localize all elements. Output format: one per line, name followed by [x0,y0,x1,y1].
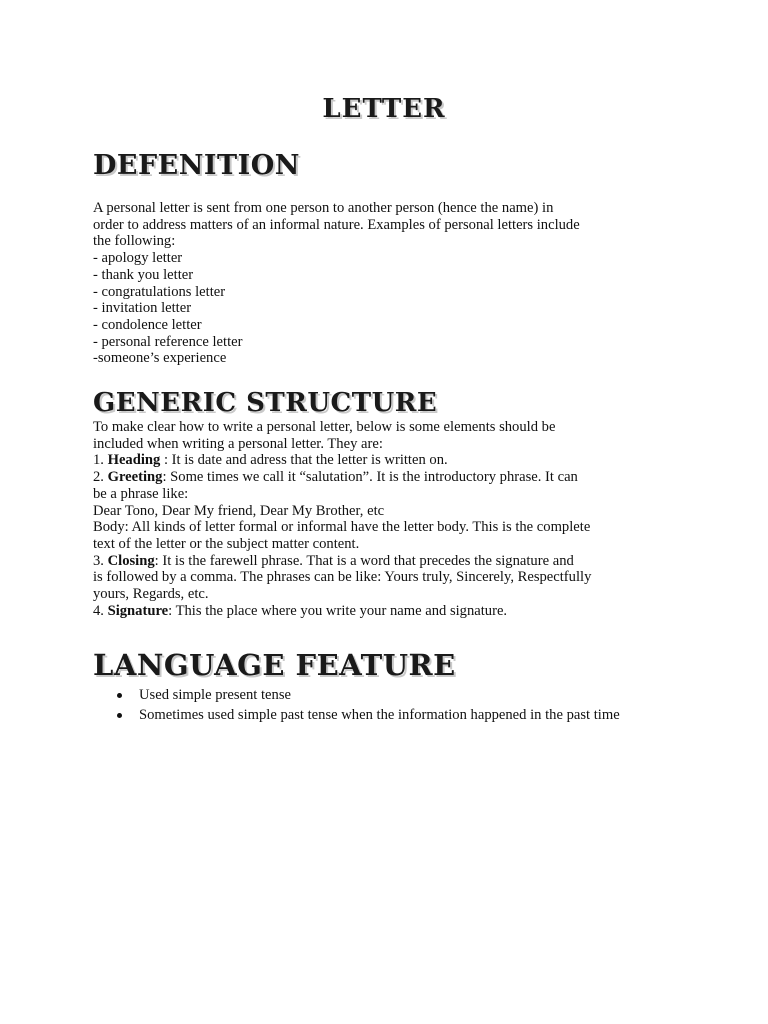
language-feature-list [93,686,693,726]
list-item-text: Used simple present tense [139,687,291,703]
structure-item-signature [93,603,693,620]
definition-line: the following: [93,233,176,250]
letter-type-item: -someone’s experience [93,350,227,367]
letter-type-item: - congratulations letter [93,283,226,300]
item-term: Greeting [107,469,163,486]
item-term: Heading [107,452,161,469]
structure-item-greeting [93,469,693,486]
item-description: : It is date and adress that the letter is written on. [160,452,448,469]
item-description: : Some times we call it “salutation”. It is the introductory phrase. It can [162,469,578,486]
definition-paragraph [93,200,693,367]
body-description-line: Body: All kinds of letter formal or informal have the letter body. This is the complete [93,519,591,536]
item-number: 4. [93,602,108,619]
item-term: Signature [107,602,169,619]
definition-heading: DEFENITION [93,150,300,181]
greeting-example: Dear Tono, Dear My friend, Dear My Brother, etc [93,502,385,519]
structure-item-closing [93,553,693,570]
language-feature-heading: LANGUAGE FEATURE [93,648,456,682]
bullet-icon [117,693,122,698]
item-description: : This the place where you write your name and signature. [168,602,508,619]
item-description: : It is the farewell phrase. That is a word that precedes the signature and [154,552,574,569]
structure-item-continuation: be a phrase like: [93,485,189,502]
letter-type-item: - thank you letter [93,266,194,283]
structure-intro-line: included when writing a personal letter. They are: [93,435,383,452]
letter-type-item: - condolence letter [93,316,202,333]
item-number: 2. [93,469,108,486]
structure-intro-line: To make clear how to write a personal letter, below is some elements should be [93,419,556,435]
structure-item-heading [93,452,693,469]
list-item [93,686,693,705]
generic-structure-paragraph [93,419,693,619]
item-number: 1. [93,452,108,469]
structure-item-continuation: yours, Regards, etc. [93,586,209,603]
letter-type-item: - apology letter [93,250,183,267]
generic-structure-heading: GENERIC STRUCTURE [93,388,438,418]
document-title: LETTER [322,94,446,124]
letter-type-item: - personal reference letter [93,333,243,350]
list-item-text: Sometimes used simple past tense when the information happened in the past time [139,707,620,723]
list-item [93,706,693,725]
bullet-icon [117,713,122,718]
body-description-line: text of the letter or the subject matter content. [93,535,360,552]
structure-item-continuation: is followed by a comma. The phrases can be like: Yours truly, Sincerely, Respectfully [93,569,592,586]
item-term: Closing [107,552,155,569]
definition-line: A personal letter is sent from one person to another person (hence the name) in [93,200,554,216]
letter-type-item: - invitation letter [93,300,192,317]
item-number: 3. [93,552,108,569]
definition-line: order to address matters of an informal nature. Examples of personal letters include [93,216,580,233]
